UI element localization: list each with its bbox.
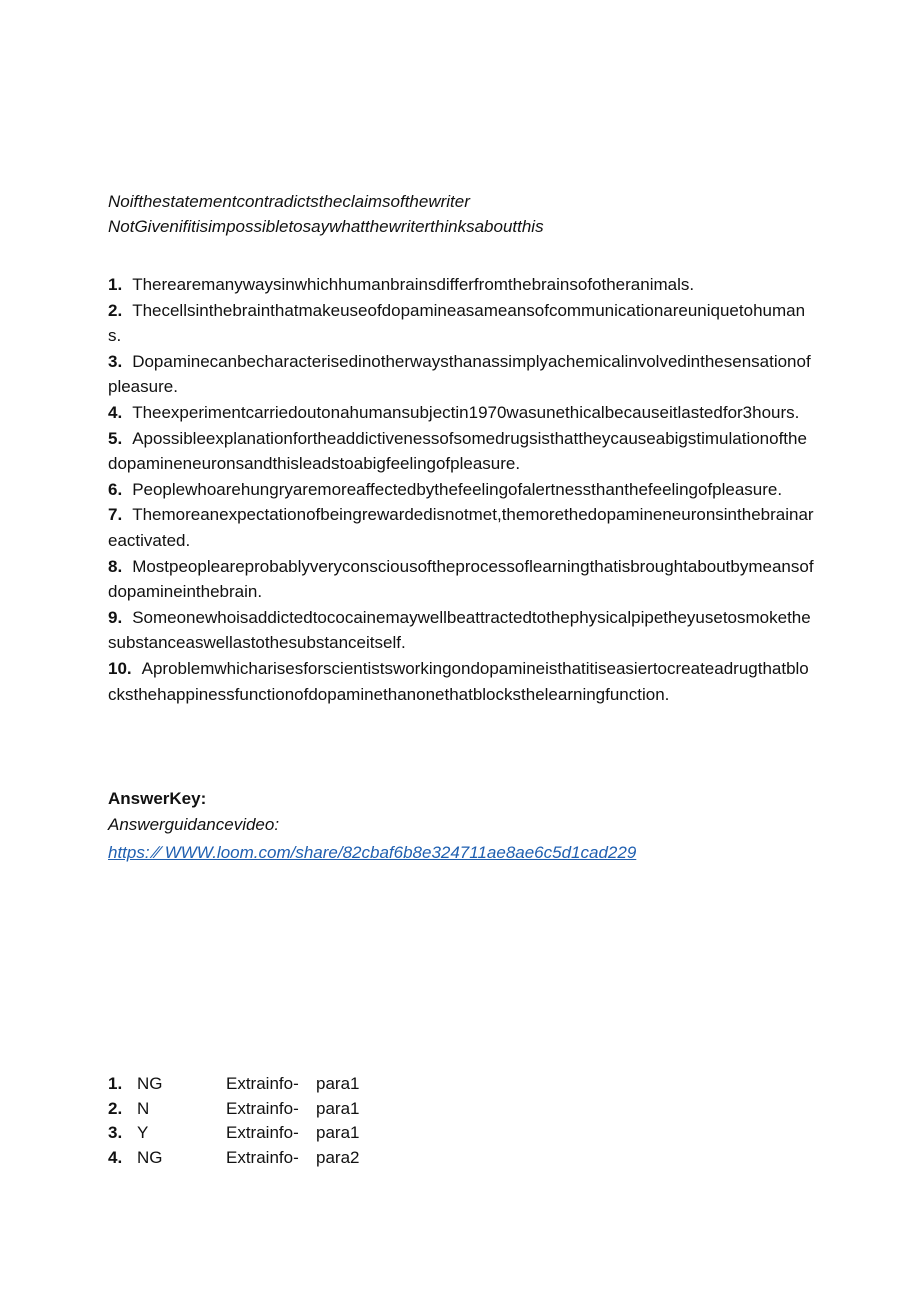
question-number: 6. [108, 479, 123, 499]
question-number: 3. [108, 351, 123, 371]
answer-number: 4. [108, 1147, 123, 1167]
answer-code: NG [137, 1147, 163, 1167]
question-list [108, 272, 814, 707]
question-text: Themoreanexpectationofbeingrewardedisnotmet,themorethedopamineneuronsinthebrainareactivated. [108, 505, 814, 550]
question-text: Peoplewhoarehungryaremoreaffectedbythefeelingofalertnessthanthefeelingofpleasure. [132, 479, 783, 499]
answer-paragraph: para1 [316, 1098, 360, 1118]
question-number: 5. [108, 428, 123, 448]
answer-number: 2. [108, 1098, 123, 1118]
question-item [108, 554, 814, 605]
question-text: Apossibleexplanationfortheaddictivenessofsomedrugsisthattheycauseabigstimulationofthedopamineneuronsandthisleadstoabigfeelingofpleasure. [108, 428, 807, 474]
question-text: Dopaminecanbecharacterisedinotherwaysthanassimplyachemicalinvolvedinthesensationofpleasure. [108, 351, 811, 397]
question-item [108, 477, 814, 503]
answer-key-section [108, 786, 818, 868]
question-item [108, 400, 814, 426]
question-item [108, 502, 814, 553]
answer-info: Extrainfo- [226, 1098, 299, 1118]
question-item [108, 426, 814, 477]
answer-code: N [137, 1098, 150, 1118]
answer-info: Extrainfo- [226, 1147, 299, 1167]
video-label: Answerguidancevideo: [108, 815, 280, 834]
instructions-block [108, 189, 818, 239]
answer-code: Y [137, 1123, 149, 1143]
answer-number: 3. [108, 1123, 123, 1143]
answer-row [108, 1097, 359, 1122]
answer-row [108, 1072, 359, 1097]
question-item [108, 298, 814, 349]
answer-number: 1. [108, 1074, 123, 1093]
answer-paragraph: para2 [316, 1147, 360, 1167]
answer-info: Extrainfo- [226, 1074, 299, 1093]
answer-row [108, 1146, 359, 1171]
instruction-no: Noifthestatementcontradictstheclaimsofthewriter [108, 192, 470, 211]
question-number: 8. [108, 556, 123, 576]
question-number: 2. [108, 300, 123, 320]
instruction-not-given: NotGivenifitisimpossibletosaywhatthewriterthinksaboutthis [108, 217, 544, 236]
answer-paragraph: para1 [316, 1123, 360, 1143]
question-text: Therearemanywaysinwhichhumanbrainsdifferfromthebrainsofotheranimals. [132, 275, 695, 294]
answer-paragraph: para1 [316, 1074, 360, 1093]
video-link[interactable]: https: ∕∕ WWW.loom.com/share/82cbaf6b8e324711ae8ae6c5d1cad229 [108, 843, 637, 862]
question-text: Someonewhoisaddictedtococainemaywellbeattractedtothephysicalpipetheyusetosmokethesubstanceaswellastothesubstanceitself. [108, 607, 811, 653]
question-number: 10. [108, 658, 132, 678]
question-text: Theexperimentcarriedoutonahumansubjectin1970wasunethicalbecauseitlastedfor3hours. [132, 402, 800, 422]
answer-key-title: AnswerKey: [108, 789, 207, 808]
question-number: 9. [108, 607, 123, 627]
question-number: 4. [108, 402, 123, 422]
answer-info: Extrainfo- [226, 1123, 299, 1143]
question-number: 1. [108, 275, 123, 294]
answer-list [108, 1072, 359, 1170]
answer-row [108, 1121, 359, 1146]
question-number: 7. [108, 505, 123, 525]
answer-code: NG [137, 1074, 163, 1093]
question-item [108, 605, 814, 656]
question-text: Aproblemwhicharisesforscientistsworkingondopamineisthatitiseasiertocreateadrugthatblocksthehappinessfunctionofdopaminethanonethatblocksthelearningfunction. [108, 658, 809, 704]
question-text: Mostpeopleareprobablyveryconsciousoftheprocessoflearningthatisbroughtaboutbymeansofdopamineinthebrain. [108, 556, 814, 602]
question-item [108, 656, 814, 707]
question-text: Thecellsinthebrainthatmakeuseofdopamineasameansofcommunicationareuniquetohumans. [108, 300, 806, 346]
question-item [108, 349, 814, 400]
question-item [108, 272, 814, 298]
